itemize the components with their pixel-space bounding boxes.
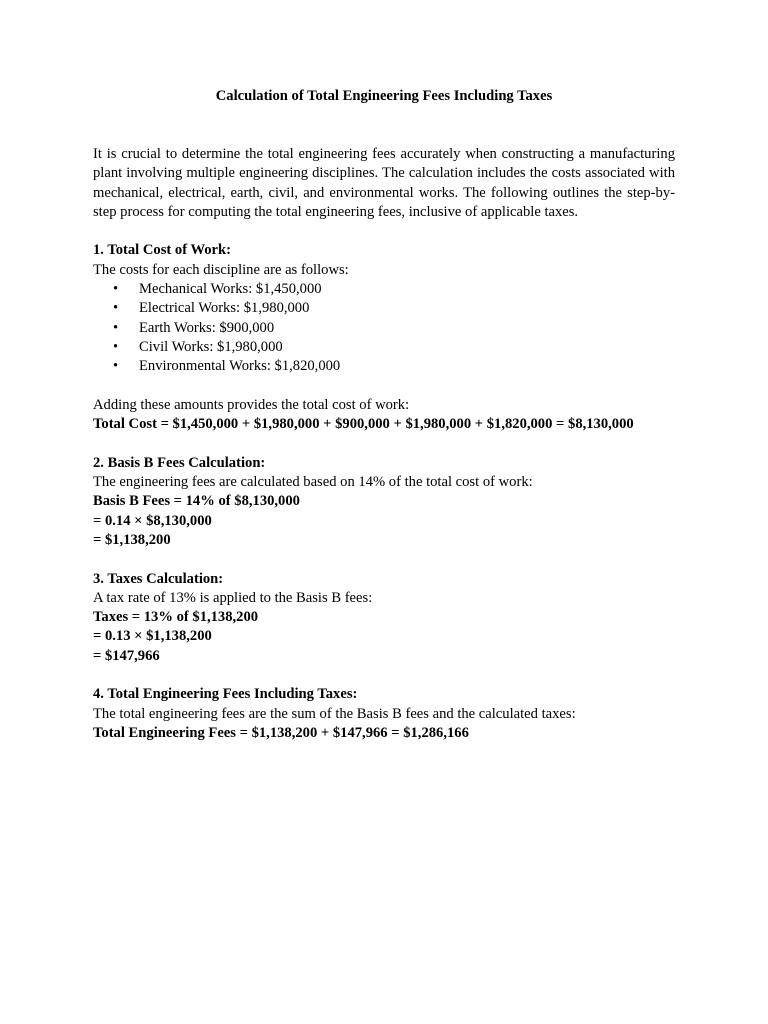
- section-4-heading: 4. Total Engineering Fees Including Taxes:: [93, 686, 358, 703]
- bullet-icon: •: [113, 300, 119, 317]
- list-item-text: Environmental Works: $1,820,000: [139, 358, 341, 375]
- document-page: [93, 87, 675, 743]
- list-item: [93, 280, 675, 299]
- section-3-heading: 3. Taxes Calculation:: [93, 570, 224, 587]
- list-item: [93, 319, 675, 338]
- list-item-text: Civil Works: $1,980,000: [139, 338, 283, 355]
- taxes-equation-3: = $147,966: [93, 647, 160, 664]
- list-item-text: Mechanical Works: $1,450,000: [139, 281, 322, 298]
- list-item: [93, 338, 675, 357]
- document-title: Calculation of Total Engineering Fees Including Taxes: [215, 88, 553, 104]
- list-item-text: Electrical Works: $1,980,000: [139, 300, 310, 317]
- section-1-lead: The costs for each discipline are as follows:: [93, 261, 349, 278]
- basis-b-equation-3: = $1,138,200: [93, 531, 171, 548]
- total-fees-equation: Total Engineering Fees = $1,138,200 + $147,966 = $1,286,166: [93, 724, 469, 741]
- intro-paragraph: It is crucial to determine the total engineering fees accurately when constructing a manufacturing plant involving multiple engineering disciplines. The calculation includes the costs associated with mechanical, electrical, earth, civil, and environmental works. The following outlines the step-by-step process for computing the total engineering fees, inclusive of applicable taxes.: [93, 146, 675, 220]
- basis-b-equation-1: Basis B Fees = 14% of $8,130,000: [93, 493, 300, 510]
- section-2-heading: 2. Basis B Fees Calculation:: [93, 454, 266, 471]
- bullet-icon: •: [113, 281, 119, 298]
- basis-b-equation-2: = 0.14 × $8,130,000: [93, 512, 212, 529]
- list-item-text: Earth Works: $900,000: [139, 319, 275, 336]
- section-total-cost: [93, 241, 675, 376]
- total-cost-equation: Total Cost = $1,450,000 + $1,980,000 + $900,000 + $1,980,000 + $1,820,000 = $8,130,000: [93, 416, 634, 433]
- section-2-lead: The engineering fees are calculated based on 14% of the total cost of work:: [93, 474, 533, 491]
- cost-list: [93, 280, 675, 376]
- section-3-lead: A tax rate of 13% is applied to the Basis B fees:: [93, 589, 373, 606]
- section-basis-b-fees: [93, 454, 675, 550]
- taxes-equation-1: Taxes = 13% of $1,138,200: [93, 609, 259, 626]
- bullet-icon: •: [113, 358, 119, 375]
- section-total-cost-sum: [93, 396, 675, 435]
- section-total-fees: [93, 685, 675, 743]
- sum-text: Adding these amounts provides the total cost of work:: [93, 396, 410, 413]
- section-taxes: [93, 570, 675, 666]
- section-1-heading: 1. Total Cost of Work:: [93, 242, 231, 259]
- section-4-lead: The total engineering fees are the sum of the Basis B fees and the calculated taxes:: [93, 705, 576, 722]
- bullet-icon: •: [113, 319, 119, 336]
- list-item: [93, 357, 675, 376]
- list-item: [93, 299, 675, 318]
- taxes-equation-2: = 0.13 × $1,138,200: [93, 628, 212, 645]
- bullet-icon: •: [113, 338, 119, 355]
